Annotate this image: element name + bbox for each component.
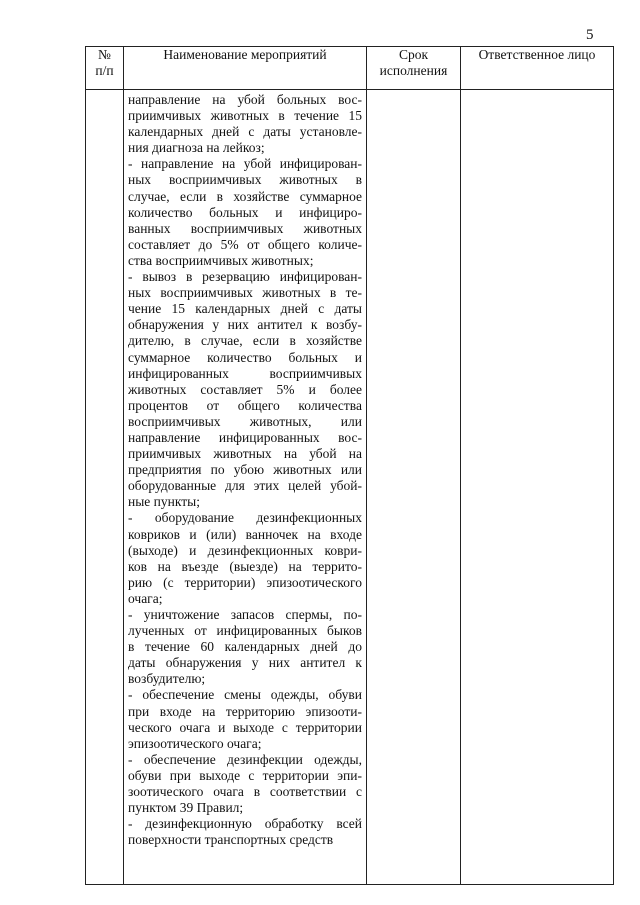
measure-text-line: количество больных и инфициро-: [128, 204, 362, 220]
measure-text-line: рию (с территории) эпизоотического: [128, 574, 362, 590]
measure-text-line: ных восприимчивых животных в: [128, 172, 362, 188]
table-row: [86, 90, 614, 885]
header-deadline-line: Срок: [398, 47, 429, 62]
header-number-line: п/п: [95, 63, 114, 78]
measure-text-line: ные пункты;: [128, 494, 200, 510]
measure-text-line: ных восприимчивых животных в те-: [128, 285, 362, 301]
measure-text-line: пунктом 39 Правил;: [128, 800, 244, 816]
measure-text-line: эпизоотического очага;: [128, 735, 262, 751]
measure-text-line: ческого очага и выходе с территории: [128, 719, 362, 735]
header-name: [124, 47, 367, 90]
measure-text-line: - уничтожение запасов спермы, по-: [128, 607, 362, 622]
measure-text-line: очага;: [128, 590, 163, 606]
measure-text-line: в течение 60 календарных дней до: [128, 639, 362, 655]
measure-text-line: ния диагноза на лейкоз;: [128, 140, 265, 156]
measure-text-line: ковриков и (или) ванночек на входе: [128, 526, 362, 542]
measure-text-line: направление на убой больных вос-: [128, 92, 362, 107]
measure-text-line: даты обнаружения у них антител к: [128, 655, 362, 671]
header-number-line: №: [98, 47, 111, 62]
measures-text: [124, 90, 366, 848]
cell-responsible: [461, 90, 614, 885]
measure-text-line: лученных от инфицированных быков: [128, 623, 362, 639]
page-number: 5: [586, 27, 594, 43]
measure-text-line: обнаружения у них антител к возбу-: [128, 317, 362, 333]
measure-text-line: инфицированных восприимчивых: [128, 365, 362, 381]
measure-text-line: ков на въезде (выезде) на террито-: [128, 558, 362, 574]
measure-text-line: - обеспечение смены одежды, обуви: [128, 687, 362, 703]
measure-text-line: поверхности транспортных средств: [128, 832, 334, 848]
measure-text-line: (выходе) и дезинфекционных коври-: [128, 542, 362, 558]
measure-text-line: ванных восприимчивых животных: [128, 220, 362, 236]
measure-text-line: дителю, в случае, если в хозяйстве: [128, 333, 362, 349]
measure-text-line: процентов от общего количества: [128, 397, 362, 413]
measure-text-line: направление инфицированных вос-: [128, 429, 362, 445]
header-responsible: [461, 47, 614, 90]
measure-text-line: при входе на территорию эпизооти-: [128, 703, 362, 719]
measure-text-line: составляет до 5% от общего количе-: [128, 236, 362, 252]
measure-text-line: животных составляет 5% и более: [128, 381, 362, 397]
measure-text-line: - вывоз в резервацию инфицирован-: [128, 269, 362, 285]
measure-text-line: оборудованные для этих целей убой-: [128, 478, 362, 494]
measure-text-line: приимчивых животных в течение 15: [128, 108, 362, 124]
measure-text-line: - оборудование дезинфекционных: [128, 510, 362, 526]
header-deadline: [367, 47, 461, 90]
measure-text-line: - направление на убой инфицирован-: [128, 156, 362, 172]
measure-text-line: зоотического очага в соответствии с: [128, 784, 362, 800]
measure-text-line: обуви при выходе с территории эпи-: [128, 767, 362, 783]
measure-text-line: предприятия по убою животных или: [128, 462, 362, 478]
measure-text-line: возбудителю;: [128, 671, 206, 687]
measure-text-line: - обеспечение дезинфекции одежды,: [128, 751, 362, 767]
measure-text-line: восприимчивых животных, или: [128, 413, 362, 429]
measure-text-line: чение 15 календарных дней с даты: [128, 301, 362, 317]
cell-deadline: [367, 90, 461, 885]
header-responsible-line: Ответственное лицо: [478, 47, 596, 62]
measure-text-line: - дезинфекционную обработку всей: [128, 816, 362, 832]
table-header-row: [86, 47, 614, 90]
header-number: [86, 47, 124, 90]
measure-text-line: случае, если в хозяйстве суммарное: [128, 188, 362, 204]
measure-text-line: суммарное количество больных и: [128, 349, 362, 365]
cell-number: [86, 90, 124, 885]
measure-text-line: приимчивых животных на убой на: [128, 446, 362, 462]
header-name-line: Наименование мероприятий: [163, 47, 327, 62]
measure-text-line: ства восприимчивых животных;: [128, 252, 314, 268]
header-deadline-line: исполнения: [379, 63, 448, 78]
measures-table: [85, 46, 614, 885]
cell-measures: [124, 90, 367, 885]
measure-text-line: календарных дней с даты установле-: [128, 124, 362, 140]
